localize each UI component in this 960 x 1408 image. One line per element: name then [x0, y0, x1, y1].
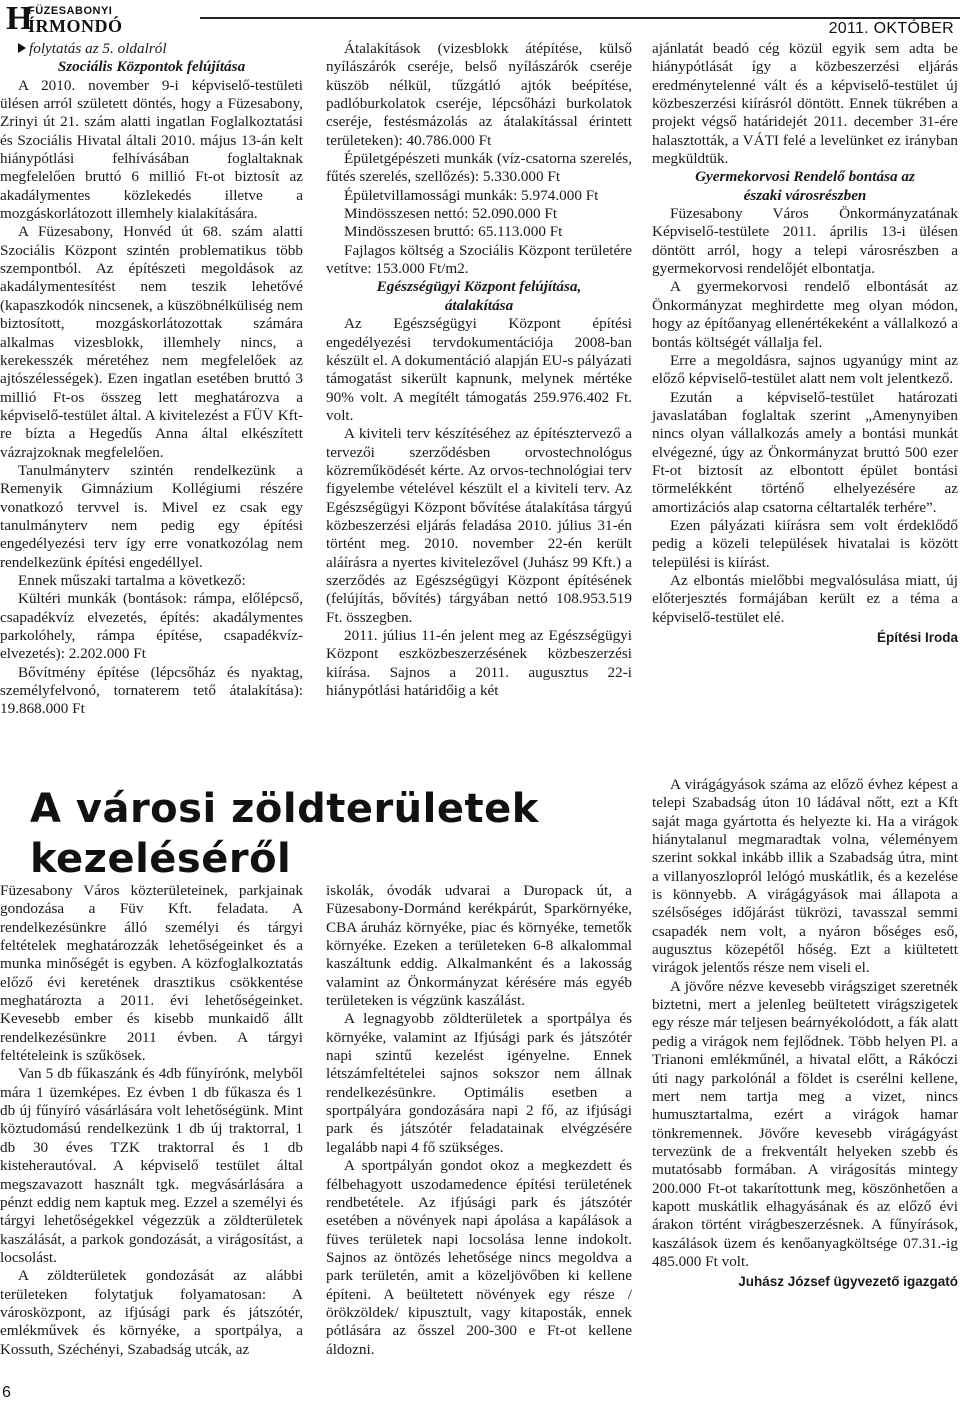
- paragraph: Mindösszesen bruttó: 65.113.000 Ft: [344, 223, 563, 241]
- paragraph: A sportpályán gondot okoz a megkezdett és félbehagyott uszodamedence építési területének rendbetétele. Az ifjúsági park és játszótér esetében a növények napi ápolása a kapálások a füves területek napi locsolása lenne indokolt. Sajnos az öntözés lehetősége nincs megoldva a park területén, amit a közeljövőben ki kellene építeni. A beültetett növények egy része / örökzöldek/ kipusztult, vagy kitaposták, ennek pótlására az ősszel 200-300 e Ft-ot kellene áldozni.: [326, 1157, 632, 1358]
- paragraph: Bővítmény építése (lépcsőház és nyaktag, személyfelvonó, tornaterem tető átalakítása): 19.868.000 Ft: [0, 663, 303, 718]
- paragraph: A kiviteli terv készítéséhez az építésztervező a tervezői szerződésben orvostechnológus közreműködését kérte. Az orvos-technológiai terv figyelembe vételével készült el a kiviteli terv. Az Egészségügyi Központ bővítése átalakítása tárgyú közbeszerzési eljárás feladása 2010. július 31-én történt meg. 2010. november 22-én került aláírásra a nyertes kivitelezővel (Juhász 99 Kft.) a szerződés az Egészségügyi Központ építésének (felújítás, bővítés) tárgyában nettó 108.953.519 Ft. összegben.: [326, 425, 632, 626]
- paragraph: Mindösszesen nettó: 52.090.000 Ft: [344, 205, 558, 223]
- paragraph: Tanulmányterv szintén rendelkezünk a Remenyik Gimnázium Kollégiumi részére vonatkozó tervvel is. Mivel ez csak egy tanulmányterv nem pedig egy építési engedélyezési terv így erre vonatkozólag nem rendelkezünk építési engedéllyel.: [0, 461, 303, 571]
- paragraph: Füzesabony Város Önkormányzatának Képviselő-testülete 2011. április 13-i ülésen döntött arról, hogy a telepi városrészben a gyermekorvosi rendelőjét elbontatja.: [652, 205, 958, 278]
- paragraph: Épületgépészeti munkák (víz-csatorna szerelés, fűtés szerelés, szellőzés): 5.330.000 Ft: [326, 150, 632, 186]
- paragraph: Ennek műszaki tartalma a következő:: [18, 571, 246, 589]
- arrow-right-icon: [18, 43, 26, 53]
- issue-date: 2011. OKTÓBER: [828, 20, 954, 37]
- subtitle-szocialis: Szociális Központok felújítása: [57, 58, 246, 76]
- paragraph: Van 5 db fűkaszánk és 4db fűnyírónk, melyből mára 1 üzemképes. Ez évben 1 db fűkasza és 1 db új fűnyíró vásárlására volt lehetőségünk. Mint köztudomású rendelkezünk 1 db új traktorral, 1 db 30 éves TZK traktorral és 1 db kisteherautóval. A képviselő testület által megszavazott használt tgk. megvásárlására a pénzt eddig nem kaptuk meg. Ezzel a személyi és tárgyi lehetőségekkel végezzük a zöldterületek kaszálását, a parkok gondozását, a virágosítást, a locsolást.: [0, 1065, 303, 1266]
- article2-column-3: [652, 776, 958, 1292]
- paragraph: A jövőre nézve kevesebb virágsziget szeretnék biztetni, mert a jelenleg beültetett virágszigetek egy része már teljesen beárnyékolódott, a fák alatt pedig a virágok nem fejlődnek. Több helyen Pl. a Trianoni emlékműnél, a hivatal előtt, a Rákóczi úti nagy parkolónál a földet is cserélni kellene, mert nem tartja meg a vizet, nincs humusztartalma, ezért a virágok hamar tönkremennek. Jövőre kevesebb virágágyást tervezünk de a frekventált helyeken szebb és mutatósabb formában. A virágosítás mintegy 200.000 Ft-ot takarítottunk meg, köszönhetően a kapott muskátlik elhagyásának és az előző évi árakon történt virágbeszerzésnek. A fűnyírások, kaszálások üzem és kenőanyagköltsége 07.31.-ig 485.000 Ft volt.: [652, 977, 958, 1270]
- masthead-logo: [6, 2, 206, 38]
- paragraph: Füzesabony Város közterületeinek, parkjainak gondozása a Füv Kft. feladata. A rendelkezésünkre álló személyi és tárgyi feltételek meghatározzák lehetőségeinket és a munka minőségét is egyben. A közfoglalkoztatás előző évi keretének drasztikus csökkentése meghatározta a 2011. évi lehetőségeinket. Kevesebb ember és kisebb munkaidő állt rendelkezésünkre 2011 évben. A tárgyi feltételeink is szűkösek.: [0, 882, 303, 1065]
- paragraph: Kültéri munkák (bontások: rámpa, előlépcső, csapadékvíz elvezetés, építés: akadálymentes parkolóhely, rámpa építése, csapadékvíz-elvezetés): 2.202.000 Ft: [0, 590, 303, 663]
- paragraph: A legnagyobb zöldterületek a sportpálya és környéke, valamint az Ifjúsági park és játszótér napi szintű kezelést igényelne. Ennek létszámfeltételei sajnos sokszor nem állnak rendelkezésünkre. Optimális esetben a sportpályára gondozására napi 2 fő, az ifjúsági park és játszótér feladatainak elvégzésére legalább napi 4 fő szükséges.: [326, 1010, 632, 1156]
- paragraph: Épületvillamossági munkák: 5.974.000 Ft: [344, 186, 599, 204]
- article2-column-2: [326, 882, 632, 1359]
- logo-top-text: FÜZESABONYI: [28, 5, 113, 17]
- paragraph: Ezen pályázati kiírásra sem volt érdeklődő pedig a közeli települések hivatalai is között települési is kiírást.: [652, 516, 958, 571]
- continued-from: folytatás az 5. oldalról: [0, 40, 303, 58]
- logo-bottom-text: ÍRMONDÓ: [28, 16, 123, 36]
- article1-column-3: [652, 40, 958, 647]
- paragraph: Az elbontás mielőbbi megvalósulása miatt, új előterjesztés formájában került ez a téma a képviselő-testület elé.: [652, 571, 958, 626]
- signature-epitesi-iroda: Építési Iroda: [876, 630, 958, 645]
- header-rule: [200, 17, 960, 19]
- logo-letter: H: [6, 0, 33, 37]
- paragraph: Erre a megoldásra, sajnos ugyanúgy mint az előző képviselő-testület alatt nem volt jelentkező.: [652, 351, 958, 388]
- article-headline: A városi zöldterületek kezeléséről: [30, 786, 539, 882]
- paragraph: A virágágyások száma az előző évhez képest a telepi Szabadság úton 10 ládával nőtt, ezt a Kft saját maga gyártotta és helyezte ki. Ha a virágok hiánytalanul megmaradtak volna, véleményem szerint sokkal inkább illik a Szabadság útra, mint a villanyoszlopról lelógó muskátlik, és a kezelése is könnyebb. A virágágyások mai állapota a szélsőséges időjárást tükrözi, tavasszal semmi csapadék nem volt, a nyáron bőséges eső, augusztus közepétől hőség. Ezt a kiültetett virágok jelentős része nem viseli el.: [652, 776, 958, 977]
- article1-column-1: [0, 40, 303, 719]
- paragraph: A Füzesabony, Honvéd út 68. szám alatti Szociális Központ szintén problematikus több szempontból. Az építészeti megoldások az akadálymentesítést nem teszik lehetővé (kapaszkodók nincsenek, a küszöbnélküliség nem biztosított, mozgáskorlátozottak számára alkalmas vizesblokk, illemhely nincs, a kerekesszék méretéhez nem megfelelőek az ajtószélességek). Ezen ingatlan esetében bruttó 3 millió Ft-os összeg lett meghatározva a képviselő-testület által. A kivitelezést a FÜV Kft-re bízta a Hegedűs Anna által elkészített vázrajzoknak megfelelően.: [0, 223, 303, 461]
- paragraph: Fajlagos költség a Szociális Központ területére vetítve: 153.000 Ft/m2.: [326, 241, 632, 278]
- paragraph: Átalakítások (vizesblokk átépítése, külső nyílászárók cseréje, belső nyílászárók cseréje küszöb nélkül, tűzgátló ajtók beépítése, padlóburkolatok cseréje, lépcsőházi burkolatok cseréje, festésmázolás az átalakítással érintett területeken): 40.786.000 Ft: [326, 40, 632, 149]
- paragraph: iskolák, óvodák udvarai a Duropack út, a Füzesabony-Dormánd kerékpárút, Sparkörnyéke, CBA áruház környéke, piac és környéke, temetők környéke. Ezeken a területeken 6-8 alkalommal kaszáltunk eddig. Alkalmanként és a lakosság valamint az Önkormányzat kérésére más egyéb területeken is végzünk kaszálást.: [326, 882, 632, 1010]
- paragraph: A 2010. november 9-i képviselő-testületi ülésen arról született döntés, hogy a Füzesabony, Zrinyi út 21. szám alatti ingatlan Foglalkoztatási és Szociális Hivatal általi 2010. május 13-án kelt hiánypótlási felhívásában foglaltaknak megfelelően bruttó 6 millió Ft-ot biztosít az akadálymentes közlekedés illetve a mozgáskorlátozott illemhely kialakítására.: [0, 76, 303, 223]
- signature-juhasz: Juhász József ügyvezető igazgató: [738, 1274, 958, 1290]
- paragraph: Az Egészségügyi Központ építési engedélyezési tervdokumentációja 2008-ban készült el. A dokumentáció alapján EU-s pályázati támogatást sikerült kapnunk, melynek mértéke 90% volt. A megítélt támogatás 259.976.402 Ft. volt.: [326, 315, 632, 424]
- paragraph: ajánlatát beadó cég közül egyik sem adta be hiánypótlását így a közbeszerzési eljárás eredménytelenné vált és a képviselő-testület új közbeszerzési kiírásról döntött. Ennek tükrében a projekt végső határidejét 2011. december 31-ére halasztották, a VÁTI felé a levelünket ez irányban megküldtük.: [652, 40, 958, 168]
- subtitle-egeszsegugyi: Egészségügyi Központ felújítása, átalakítása: [376, 278, 582, 314]
- article2-column-1: [0, 882, 303, 1359]
- paragraph: A gyermekorvosi rendelő elbontását az Önkormányzat meghirdette meg olyan módon, hogy az építőanyag ellenértékeként a vállalkozó a bontás költségét vállalja fel.: [652, 278, 958, 351]
- subtitle-gyermekorvosi: Gyermekorvosi Rendelő bontása az északi városrészben: [695, 168, 915, 204]
- page-number: 6: [2, 1384, 11, 1401]
- article1-column-2: [326, 40, 632, 700]
- paragraph: 2011. július 11-én jelent meg az Egészségügyi Központ eszközbeszerzésének közbeszerzési kiírása. Sajnos a 2011. augusztus 22-i hiánypótlási határidőig a két: [326, 627, 632, 700]
- paragraph: Ezután a képviselő-testület határozati javaslatában foglaltak szerint „Amenynyiben nincs olyan vállalkozás amely a bontási munkát elvégezné, úgy az Önkormányzat bruttó 500 ezer Ft-ot biztosít az elbontott épület bontási törmelékként történő elhelyezésére az amortizációs alap csatorna céltartalék terhére”.: [652, 388, 958, 516]
- paragraph: A zöldterületek gondozását az alábbi területeken folytatjuk folyamatosan: A városközpont, az ifjúsági park és játszótér, emlékművek és környéke, a sportpálya, a Kossuth, Széchényi, Szabadság utcák, az: [0, 1267, 303, 1358]
